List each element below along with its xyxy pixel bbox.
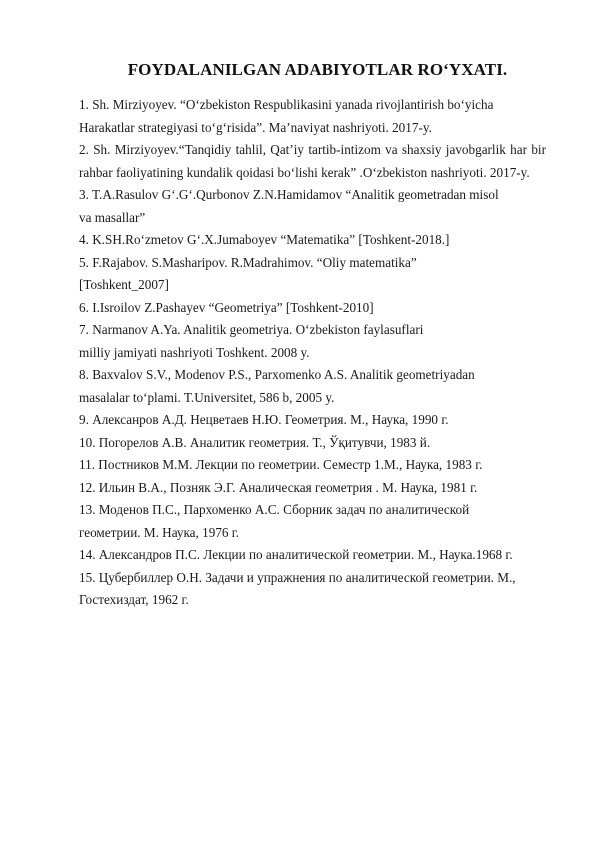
reference-item-12 (79, 477, 546, 500)
reference-item-6 (79, 297, 546, 320)
reference-line: 9. Алексанров А.Д. Нецветаев Н.Ю. Геометрия. М., Наука, 1990 г. (79, 412, 449, 427)
reference-line: Harakatlar strategiyasi to‘g‘risida”. Ma’naviyat nashriyoti. 2017-y. (79, 119, 432, 135)
reference-line: 6. I.Isroilov Z.Pashayev “Geometriya” [Toshkent-2010] (79, 299, 374, 315)
reference-item-14 (79, 544, 546, 567)
reference-item-8 (79, 364, 546, 409)
reference-line: Гостехиздат, 1962 г. (79, 592, 189, 607)
reference-item-4 (79, 229, 546, 252)
reference-line: 5. F.Rajabov. S.Masharipov. R.Madrahimov. “Oliy matematika” (79, 254, 417, 270)
reference-item-11 (79, 454, 546, 477)
reference-text: 2. Sh. Mirziyoyev.“Tanqidiy tahlil, Qat’iy tartib-intizom va shaxsiy javobgarlik har bir rahbar faoliyatining kundalik qoidasi bo‘lishi kerak” .O‘zbekiston nashriyoti. 2017-y. (79, 142, 546, 180)
reference-line: 12. Ильин В.А., Позняк Э.Г. Аналическая геометрия . М. Наука, 1981 г. (79, 479, 478, 495)
reference-line: 11. Постников М.М. Лекции по геометрии. Семестр 1.М., Наука, 1983 г. (79, 457, 483, 472)
reference-item-15 (79, 567, 546, 612)
reference-item-13 (79, 499, 546, 544)
reference-line: геометрии. М. Наука, 1976 г. (79, 524, 240, 540)
reference-line: va masallar” (79, 209, 146, 225)
reference-item-2 (79, 139, 546, 184)
reference-line: 4. K.SH.Ro‘zmetov G‘.X.Jumaboyev “Matematika” [Toshkent-2018.] (79, 232, 450, 247)
reference-line: 1. Sh. Mirziyoyev. “O‘zbekiston Respublikasini yanada rivojlantirish bo‘yicha (79, 97, 494, 112)
reference-line: 7. Narmanov A.Ya. Analitik geometriya. O‘zbekiston faylasuflari (79, 322, 424, 337)
reference-item-9 (79, 409, 546, 432)
reference-item-10 (79, 432, 546, 455)
reference-item-3 (79, 184, 546, 229)
reference-list (79, 94, 546, 612)
reference-line: 14. Александров П.С. Лекции по аналитической геометрии. М., Наука.1968 г. (79, 547, 513, 562)
reference-line: 8. Baxvalov S.V., Modenov P.S., Parxomenko A.S. Analitik geometriyadan (79, 367, 475, 382)
reference-line: 3. T.A.Rasulov G‘.G‘.Qurbonov Z.N.Hamidamov “Analitik geometradan misol (79, 187, 499, 202)
reference-item-5 (79, 252, 546, 297)
page-title: FOYDALANILGAN ADABIYOTLAR RO‘YXATI. (127, 60, 508, 79)
reference-line: 10. Погорелов А.В. Аналитик геометрия. Т., Ўқитувчи, 1983 й. (79, 434, 431, 450)
reference-line: masalalar to‘plami. T.Universitet, 586 b, 2005 y. (79, 389, 335, 405)
reference-line: 15. Цубербиллер О.Н. Задачи и упражнения по аналитической геометрии. М., (79, 569, 516, 585)
reference-line: [Toshkent_2007] (79, 277, 169, 292)
reference-line: 13. Моденов П.С., Пархоменко А.С. Сборник задач по аналитической (79, 502, 470, 517)
reference-item-7 (79, 319, 546, 364)
reference-item-1 (79, 94, 546, 139)
reference-line: milliy jamiyati nashriyoti Toshkent. 2008 y. (79, 344, 310, 360)
